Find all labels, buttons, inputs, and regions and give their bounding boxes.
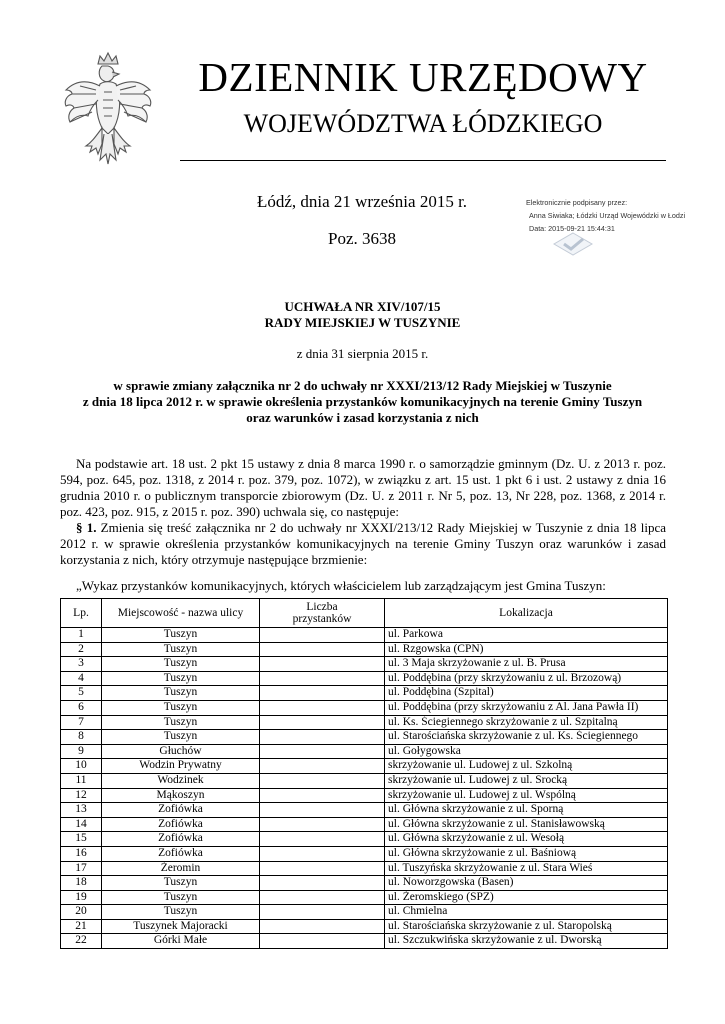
table-row (61, 686, 668, 701)
row-count (260, 657, 385, 672)
row-count (260, 832, 385, 847)
row-lp: 12 (61, 788, 102, 803)
row-place: Zofiówka (102, 832, 260, 847)
row-place: Tuszyn (102, 657, 260, 672)
row-location: skrzyżowanie ul. Ludowej z ul. Wspólną (385, 788, 668, 803)
row-location: ul. Główna skrzyżowanie z ul. Wesołą (385, 832, 668, 847)
row-count (260, 846, 385, 861)
row-lp: 18 (61, 876, 102, 891)
row-place: Zofiówka (102, 817, 260, 832)
row-count (260, 700, 385, 715)
row-count (260, 803, 385, 818)
row-location: ul. Starościańska skrzyżowanie z ul. Staropolską (385, 919, 668, 934)
resolution-subject (40, 378, 685, 426)
row-count (260, 934, 385, 949)
row-location: ul. Rzgowska (CPN) (385, 642, 668, 657)
row-location: ul. Poddębina (Szpital) (385, 686, 668, 701)
row-place: Tuszyn (102, 890, 260, 905)
row-lp: 13 (61, 803, 102, 818)
row-location: ul. Ks. Ściegiennego skrzyżowanie z ul. Szpitalną (385, 715, 668, 730)
row-lp: 6 (61, 700, 102, 715)
table-row (61, 817, 668, 832)
table-row (61, 700, 668, 715)
row-lp: 16 (61, 846, 102, 861)
row-count (260, 905, 385, 920)
header-place: Miejscowość - nazwa ulicy (102, 599, 260, 628)
row-place: Głuchów (102, 744, 260, 759)
row-count (260, 919, 385, 934)
table-row (61, 890, 668, 905)
row-count (260, 715, 385, 730)
section-1-paragraph (60, 520, 666, 568)
row-place: Zofiówka (102, 803, 260, 818)
row-count (260, 817, 385, 832)
signature-signer: Anna Siwiaka; Łódzki Urząd Wojewódzki w Łodzi (529, 211, 686, 220)
row-place: Tuszyn (102, 686, 260, 701)
row-count (260, 642, 385, 657)
row-place: Mąkoszyn (102, 788, 260, 803)
row-count (260, 671, 385, 686)
row-location: ul. Główna skrzyżowanie z ul. Sporną (385, 803, 668, 818)
row-place: Tuszynek Majoracki (102, 919, 260, 934)
issue-date: Łódź, dnia 21 września 2015 r. (256, 192, 468, 211)
row-location: ul. Gołygowska (385, 744, 668, 759)
header-location: Lokalizacja (385, 599, 668, 628)
row-lp: 19 (61, 890, 102, 905)
row-count (260, 744, 385, 759)
row-lp: 20 (61, 905, 102, 920)
table-row (61, 905, 668, 920)
journal-subtitle: WOJEWÓDZTWA ŁÓDZKIEGO (243, 109, 603, 138)
row-location: ul. Noworzgowska (Basen) (385, 876, 668, 891)
table-row (61, 861, 668, 876)
row-place: Tuszyn (102, 715, 260, 730)
row-lp: 5 (61, 686, 102, 701)
resolution-number: UCHWAŁA NR XIV/107/15 (284, 299, 441, 314)
row-count (260, 686, 385, 701)
row-location: ul. Parkowa (385, 628, 668, 643)
signature-line: Elektronicznie podpisany przez: (526, 198, 628, 207)
row-lp: 10 (61, 759, 102, 774)
row-lp: 11 (61, 773, 102, 788)
table-row (61, 919, 668, 934)
subject-line: w sprawie zmiany załącznika nr 2 do uchwały nr XXXI/213/12 Rady Miejskiej w Tuszynie (113, 378, 612, 393)
row-location: skrzyżowanie ul. Ludowej z ul. Srocką (385, 773, 668, 788)
table-row (61, 832, 668, 847)
row-count (260, 628, 385, 643)
row-lp: 4 (61, 671, 102, 686)
table-row (61, 671, 668, 686)
table-row (61, 744, 668, 759)
table-row (61, 846, 668, 861)
row-place: Górki Małe (102, 934, 260, 949)
list-intro: „Wykaz przystanków komunikacyjnych, których właścicielem lub zarządzającym jest Gmina Tuszyn: (76, 578, 606, 593)
row-place: Wodzin Prywatny (102, 759, 260, 774)
table-row (61, 715, 668, 730)
row-lp: 21 (61, 919, 102, 934)
table-row (61, 730, 668, 745)
subject-line: z dnia 18 lipca 2012 r. w sprawie określenia przystanków komunikacyjnych na terenie Gminy Tuszyn (82, 394, 643, 409)
row-place: Tuszyn (102, 876, 260, 891)
header-count-line: Liczba (306, 601, 338, 613)
row-place: Tuszyn (102, 730, 260, 745)
table-row (61, 773, 668, 788)
row-location: ul. Poddębina (przy skrzyżowaniu z ul. Brzozową) (385, 671, 668, 686)
row-place: Tuszyn (102, 905, 260, 920)
row-lp: 3 (61, 657, 102, 672)
row-count (260, 788, 385, 803)
row-location: ul. Żeromskiego (SPZ) (385, 890, 668, 905)
table-row (61, 788, 668, 803)
row-lp: 22 (61, 934, 102, 949)
table-row (61, 876, 668, 891)
journal-title: DZIENNIK URZĘDOWY (198, 54, 648, 100)
row-location: ul. Główna skrzyżowanie z ul. Stanisławowską (385, 817, 668, 832)
resolution-title (40, 299, 685, 330)
row-lp: 7 (61, 715, 102, 730)
row-location: ul. Starościańska skrzyżowanie z ul. Ks. Ściegiennego (385, 730, 668, 745)
row-lp: 1 (61, 628, 102, 643)
row-location: ul. Główna skrzyżowanie z ul. Baśniową (385, 846, 668, 861)
row-lp: 17 (61, 861, 102, 876)
row-place: Tuszyn (102, 671, 260, 686)
bus-stops-table (60, 598, 668, 949)
header-lp: Lp. (61, 599, 102, 628)
subject-line: oraz warunków i zasad korzystania z nich (246, 410, 479, 425)
position-number: Poz. 3638 (328, 229, 396, 248)
row-lp: 9 (61, 744, 102, 759)
table-row (61, 642, 668, 657)
row-location: ul. Chmielna (385, 905, 668, 920)
table-header-row (61, 599, 668, 628)
row-location: ul. Szczukwińska skrzyżowanie z ul. Dworską (385, 934, 668, 949)
row-place: Wodzinek (102, 773, 260, 788)
table-row (61, 934, 668, 949)
table-row (61, 803, 668, 818)
row-place: Zofiówka (102, 846, 260, 861)
row-lp: 15 (61, 832, 102, 847)
row-count (260, 861, 385, 876)
row-count (260, 759, 385, 774)
section-text: Zmienia się treść załącznika nr 2 do uchwały nr XXXI/213/12 Rady Miejskiej w Tuszynie z dnia 18 lipca 2012 r. w sprawie określenia przystanków komunikacyjnych na terenie Gminy Tuszyn oraz warunków i zasad korzystania z nich, który otrzymuje następujące brzmienie: (60, 520, 667, 567)
row-count (260, 876, 385, 891)
signature-check-icon (552, 231, 594, 257)
row-lp: 2 (61, 642, 102, 657)
row-location: ul. Tuszyńska skrzyżowanie z ul. Stara Wieś (385, 861, 668, 876)
row-place: Żeromin (102, 861, 260, 876)
header-divider (180, 160, 666, 161)
row-place: Tuszyn (102, 642, 260, 657)
row-place: Tuszyn (102, 628, 260, 643)
header-count-line: przystanków (292, 613, 352, 625)
table-row (61, 657, 668, 672)
row-count (260, 890, 385, 905)
row-location: ul. Poddębina (przy skrzyżowaniu z Al. Jana Pawła II) (385, 700, 668, 715)
row-count (260, 730, 385, 745)
signature-date: Data: 2015-09-21 15:44:31 (529, 224, 615, 233)
row-location: ul. 3 Maja skrzyżowanie z ul. B. Prusa (385, 657, 668, 672)
table-row (61, 628, 668, 643)
row-location: skrzyżowanie ul. Ludowej z ul. Szkolną (385, 759, 668, 774)
table-row (61, 759, 668, 774)
row-place: Tuszyn (102, 700, 260, 715)
row-count (260, 773, 385, 788)
eagle-emblem-icon (62, 50, 154, 168)
resolution-date: z dnia 31 sierpnia 2015 r. (296, 346, 429, 361)
electronic-signature (526, 196, 685, 235)
legal-basis-paragraph: Na podstawie art. 18 ust. 2 pkt 15 ustawy z dnia 8 marca 1990 r. o samorządzie gminnym (Dz. U. z 2013 r. poz. 594, poz. 645, poz. 1318, z 2014 r. poz. 379, poz. 1072), w związku z art. 15 ust. 1 pkt 6 i ust. 2 ustawy z dnia 16 grudnia 2010 r. o publicznym transporcie zbiorowym (Dz. U. z 2011 r. Nr 5, poz. 13, Nr 228, poz. 1368, z 2014 r. poz. 423, poz. 915, z 2015 r. poz. 390) uchwala się, co następuje: (60, 456, 666, 519)
section-label: § 1. (76, 520, 97, 535)
row-lp: 8 (61, 730, 102, 745)
header-count (260, 599, 385, 628)
resolution-council: RADY MIEJSKIEJ W TUSZYNIE (264, 314, 461, 330)
row-lp: 14 (61, 817, 102, 832)
